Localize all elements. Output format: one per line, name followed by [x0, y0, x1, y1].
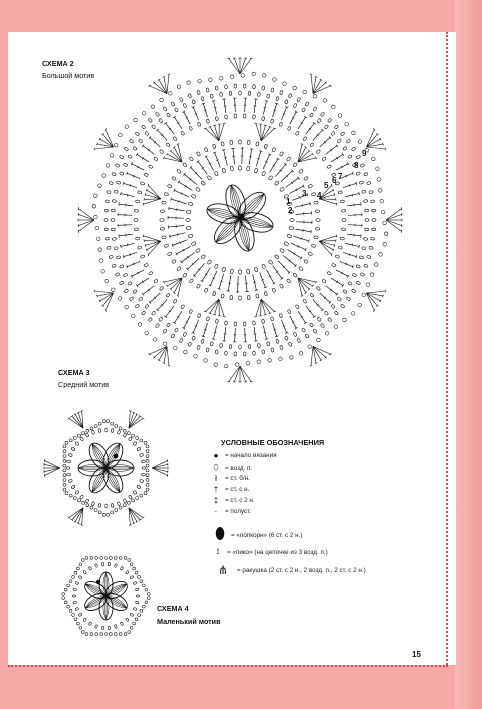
treble-crochet-icon: ‡: [213, 496, 219, 505]
page-number: 15: [412, 650, 421, 659]
small-motif-diagram: [50, 540, 162, 652]
scheme3-subtitle: Средний мотив: [58, 380, 110, 389]
dotted-border-right: [446, 32, 448, 665]
row-number-label: 4: [317, 191, 322, 200]
legend-item: [210, 451, 277, 460]
picot-icon: ⟟: [216, 547, 220, 556]
row-number-label: 1: [286, 197, 291, 206]
legend-item: [212, 526, 302, 544]
single-crochet-icon: ł: [215, 474, 217, 483]
legend-item-label: = «пико» (на цепочке из 3 возд. п.): [227, 548, 328, 556]
medium-motif-diagram: [36, 398, 176, 538]
legend-item-label: = ст. с 2 н.: [225, 497, 255, 504]
legend-item-label: = начало вязания: [225, 452, 277, 459]
legend-title: УСЛОВНЫЕ ОБОЗНАЧЕНИЯ: [221, 438, 325, 447]
shell-icon: ⋔: [217, 563, 229, 577]
dotted-border-bottom: [8, 665, 448, 667]
row-number-label: 6: [332, 176, 337, 185]
popcorn-icon: ⬮: [214, 526, 226, 543]
scheme2-subtitle: Большой мотив: [42, 71, 95, 80]
legend-item: [212, 563, 366, 577]
row-number-label: 7: [338, 172, 343, 181]
slip-stitch-icon: ·: [214, 507, 218, 516]
chain-icon: ⬯: [213, 463, 219, 472]
legend-item-label: = ст. б/н.: [225, 475, 250, 482]
scheme4-subtitle: Маленький мотив: [157, 617, 221, 626]
large-motif-diagram: [62, 50, 402, 390]
legend-item: [210, 485, 249, 494]
legend-item: [212, 547, 328, 557]
legend-item-label: = возд. п.: [225, 464, 253, 472]
start-dot-icon: ●: [213, 451, 219, 460]
row-number-label: 8: [354, 161, 359, 170]
scheme2-title: СХЕМА 2: [42, 59, 74, 68]
legend-item-label: = ракушка (2 ст. с 2 н., 2 возд. п., 2 ст. с 2 н.): [237, 566, 366, 574]
row-number-label: 9: [362, 149, 367, 158]
legend-item: [210, 463, 252, 473]
legend-item-label: = «попкорн» (6 ст. с 2 н.): [231, 531, 303, 539]
side-band: [455, 0, 482, 709]
legend-item-label: = ст. с н.: [225, 486, 250, 493]
row-number-label: 3: [302, 189, 307, 198]
scheme3-title: СХЕМА 3: [58, 368, 90, 377]
row-number-label: 5: [324, 181, 329, 190]
row-number-label: 2: [288, 206, 293, 215]
legend-item: [210, 474, 250, 483]
double-crochet-icon: †: [213, 485, 219, 494]
scheme4-title: СХЕМА 4: [157, 604, 189, 613]
legend-item-label: = полуст.: [225, 508, 252, 515]
legend-item: [210, 507, 251, 516]
legend-item: [210, 496, 255, 505]
